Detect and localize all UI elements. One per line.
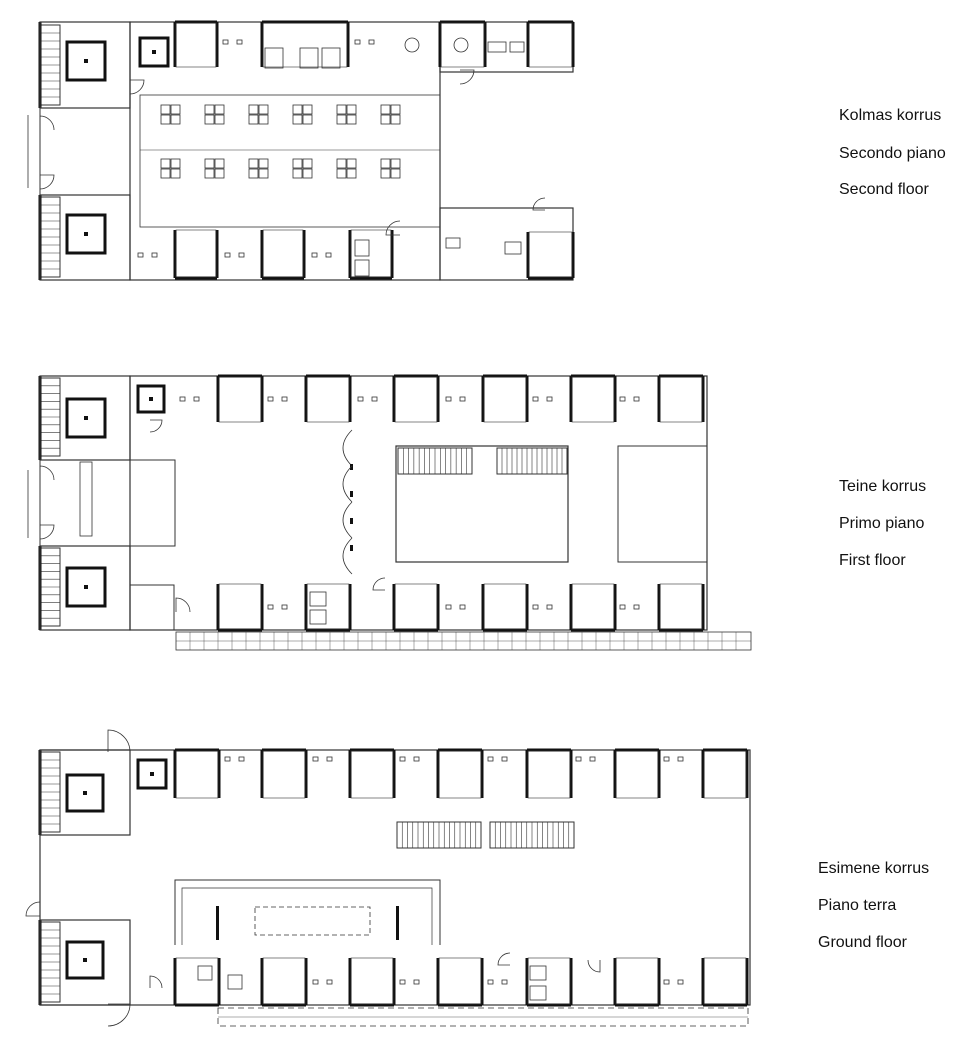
desk-cluster (161, 115, 170, 124)
window-mark (460, 397, 465, 401)
window-mark (678, 757, 683, 761)
classroom-top (351, 751, 393, 798)
classroom-top (616, 751, 658, 798)
classroom-bottom (484, 584, 526, 629)
desk-cluster (381, 169, 390, 178)
wc-cubicle (530, 966, 546, 980)
door-swing (150, 420, 162, 432)
window-mark (414, 757, 419, 761)
floor-1-label-et: Teine korrus (839, 478, 927, 495)
desk-cluster (161, 159, 170, 168)
desk-cluster (303, 159, 312, 168)
elevator-mark (84, 416, 88, 420)
window-mark (488, 980, 493, 984)
skylight-dashed (255, 907, 370, 935)
floor-0-label-it: Piano terra (818, 897, 897, 914)
curved-partition (343, 430, 352, 466)
window-mark (533, 397, 538, 401)
window-mark (620, 605, 625, 609)
desk-cluster (347, 159, 356, 168)
east-wing-top (440, 22, 573, 72)
door-swing (150, 976, 162, 988)
window-mark (239, 757, 244, 761)
classroom-bottom (572, 584, 614, 629)
wc-cubicle (198, 966, 212, 980)
window-mark (312, 253, 317, 257)
classroom-top (528, 751, 570, 798)
office-desk (505, 242, 521, 254)
desk-cluster (205, 115, 214, 124)
window-mark (326, 253, 331, 257)
floor-2-label-et: Kolmas korrus (839, 107, 942, 124)
window-mark (194, 397, 199, 401)
desk-cluster (391, 169, 400, 178)
office-chair (446, 238, 460, 248)
window-mark (576, 757, 581, 761)
window-mark (358, 397, 363, 401)
desk-cluster (337, 159, 346, 168)
desk-cluster (171, 169, 180, 178)
column (350, 491, 353, 497)
window-mark (372, 397, 377, 401)
second-floor-plan (28, 22, 573, 280)
window-mark (502, 757, 507, 761)
window-mark (488, 757, 493, 761)
floor-2-label-it: Secondo piano (839, 145, 946, 162)
window-mark (547, 397, 552, 401)
desk-cluster (293, 169, 302, 178)
wc-block (176, 958, 218, 1004)
window-mark (152, 253, 157, 257)
desk-cluster (391, 159, 400, 168)
desk-cluster (205, 159, 214, 168)
classroom-top (572, 377, 614, 422)
classroom-bottom (439, 958, 481, 1004)
wc-cubicle (265, 48, 283, 68)
wc-cubicle (530, 986, 546, 1000)
window-mark (620, 397, 625, 401)
door-swing (130, 80, 144, 94)
floor-1-label-it: Primo piano (839, 515, 925, 532)
elevator-mark (84, 59, 88, 63)
classroom-top (704, 751, 746, 798)
desk-cluster (347, 105, 356, 114)
desk-cluster (161, 105, 170, 114)
ground-floor-plan (26, 730, 750, 1026)
door-swing (373, 578, 385, 590)
window-mark (180, 397, 185, 401)
window-mark (369, 40, 374, 44)
classroom-top (395, 377, 437, 422)
door-swing (498, 953, 510, 965)
round-table (454, 38, 468, 52)
classroom-top (439, 751, 481, 798)
desk-cluster (205, 105, 214, 114)
entry-door (40, 525, 54, 539)
column (350, 545, 353, 551)
window-mark (237, 40, 242, 44)
office-desk (510, 42, 524, 52)
door-swing (588, 960, 600, 972)
wc-cubicle (310, 610, 326, 624)
classroom-bottom (263, 958, 305, 1004)
elevator-mark (149, 397, 153, 401)
window-mark (400, 757, 405, 761)
meeting-room (441, 23, 484, 67)
desk-cluster (347, 115, 356, 124)
partition (396, 906, 399, 940)
column (350, 518, 353, 524)
wc-block (263, 23, 347, 67)
classroom-top (484, 377, 526, 422)
window-mark (460, 605, 465, 609)
light-well-notch (618, 446, 707, 562)
desk-cluster (171, 105, 180, 114)
bridge-walk (80, 462, 92, 536)
window-mark (502, 980, 507, 984)
floor-2-label-en: Second floor (839, 181, 929, 198)
floor-0-label-en: Ground floor (818, 934, 907, 951)
window-mark (313, 757, 318, 761)
desk-cluster (293, 159, 302, 168)
window-mark (533, 605, 538, 609)
desk-cluster (381, 159, 390, 168)
entry-door (40, 466, 54, 480)
floor-0-label-et: Esimene korrus (818, 860, 930, 877)
desk-cluster (249, 115, 258, 124)
desk-cluster (259, 105, 268, 114)
desk-cluster (171, 115, 180, 124)
desk-cluster (293, 115, 302, 124)
window-mark (400, 980, 405, 984)
wc-cubicle (228, 975, 242, 989)
wc-cubicle (310, 592, 326, 606)
elevator-mark (83, 958, 87, 962)
elevator-mark (152, 50, 156, 54)
classroom-bottom (660, 584, 702, 629)
desk-cluster (391, 105, 400, 114)
stair-tower-bottom (40, 920, 130, 1005)
window-mark (634, 397, 639, 401)
round-table (405, 38, 419, 52)
partition (216, 906, 219, 940)
desk-cluster (381, 115, 390, 124)
window-mark (446, 605, 451, 609)
classroom-top (660, 377, 702, 422)
window-mark (313, 980, 318, 984)
desk-cluster (259, 159, 268, 168)
wc-cubicle (300, 48, 318, 68)
elevator-mark (150, 772, 154, 776)
window-mark (268, 605, 273, 609)
classroom-top (263, 751, 305, 798)
desk-cluster (337, 105, 346, 114)
window-mark (225, 253, 230, 257)
main-entry-door (108, 730, 130, 752)
desk-cluster (303, 169, 312, 178)
desk-cluster (381, 105, 390, 114)
window-mark (138, 253, 143, 257)
desk-cluster (249, 169, 258, 178)
classroom-top (219, 377, 261, 422)
entry-door (40, 116, 54, 130)
desk-cluster (303, 115, 312, 124)
hall-counter (182, 888, 432, 945)
window-mark (282, 397, 287, 401)
desk-cluster (259, 115, 268, 124)
main-entry-door (108, 1004, 130, 1026)
desk-cluster (215, 115, 224, 124)
window-mark (414, 980, 419, 984)
classroom-top (307, 377, 349, 422)
hall-counter (175, 880, 440, 945)
entry-door (40, 175, 54, 189)
bottom-office (529, 232, 572, 277)
window-mark (239, 253, 244, 257)
stair-tower-bottom (40, 195, 130, 280)
desk-cluster (171, 159, 180, 168)
window-mark (268, 397, 273, 401)
classroom-bottom (219, 584, 261, 629)
bottom-room (176, 230, 216, 277)
floor-1-label-en: First floor (839, 552, 906, 569)
window-mark (282, 605, 287, 609)
door-swing (176, 598, 190, 612)
wc-block (307, 584, 349, 629)
window-mark (327, 980, 332, 984)
wc-block-right (528, 958, 570, 1004)
link-corridor (40, 460, 175, 546)
classroom-bottom (351, 958, 393, 1004)
desk-cluster (337, 115, 346, 124)
first-floor-plan (28, 376, 751, 650)
wc-cubicle (322, 48, 340, 68)
window-mark (225, 757, 230, 761)
desk-cluster (205, 169, 214, 178)
desk-cluster (391, 115, 400, 124)
link-corridor (40, 108, 130, 195)
desk-cluster (303, 105, 312, 114)
desk-cluster (293, 105, 302, 114)
desk-cluster (215, 159, 224, 168)
classroom-bottom (616, 958, 658, 1004)
desk-cluster (337, 169, 346, 178)
side-door (26, 902, 40, 916)
window-mark (664, 757, 669, 761)
desk-cluster (161, 169, 170, 178)
desk-cluster (215, 169, 224, 178)
window-mark (678, 980, 683, 984)
desk-cluster (249, 159, 258, 168)
classroom-bottom (395, 584, 437, 629)
desk-cluster (249, 105, 258, 114)
elevator-mark (84, 585, 88, 589)
bottom-room (263, 230, 303, 277)
window-mark (327, 757, 332, 761)
service-room (130, 585, 174, 630)
elevator-mark (83, 791, 87, 795)
desk-cluster (347, 169, 356, 178)
office-room (529, 23, 572, 67)
window-mark (223, 40, 228, 44)
classroom-bottom (704, 958, 746, 1004)
elevator-mark (84, 232, 88, 236)
classroom-top (176, 751, 218, 798)
window-mark (590, 757, 595, 761)
window-mark (547, 605, 552, 609)
window-mark (355, 40, 360, 44)
window-mark (664, 980, 669, 984)
window-mark (634, 605, 639, 609)
wc-block-bottom (351, 230, 391, 277)
wc-cubicle (355, 260, 369, 276)
top-room (176, 23, 216, 67)
wc-cubicle (355, 240, 369, 256)
window-mark (446, 397, 451, 401)
desk-cluster (259, 169, 268, 178)
desk-cluster (215, 105, 224, 114)
curved-partition (343, 538, 352, 574)
office-desk (488, 42, 506, 52)
